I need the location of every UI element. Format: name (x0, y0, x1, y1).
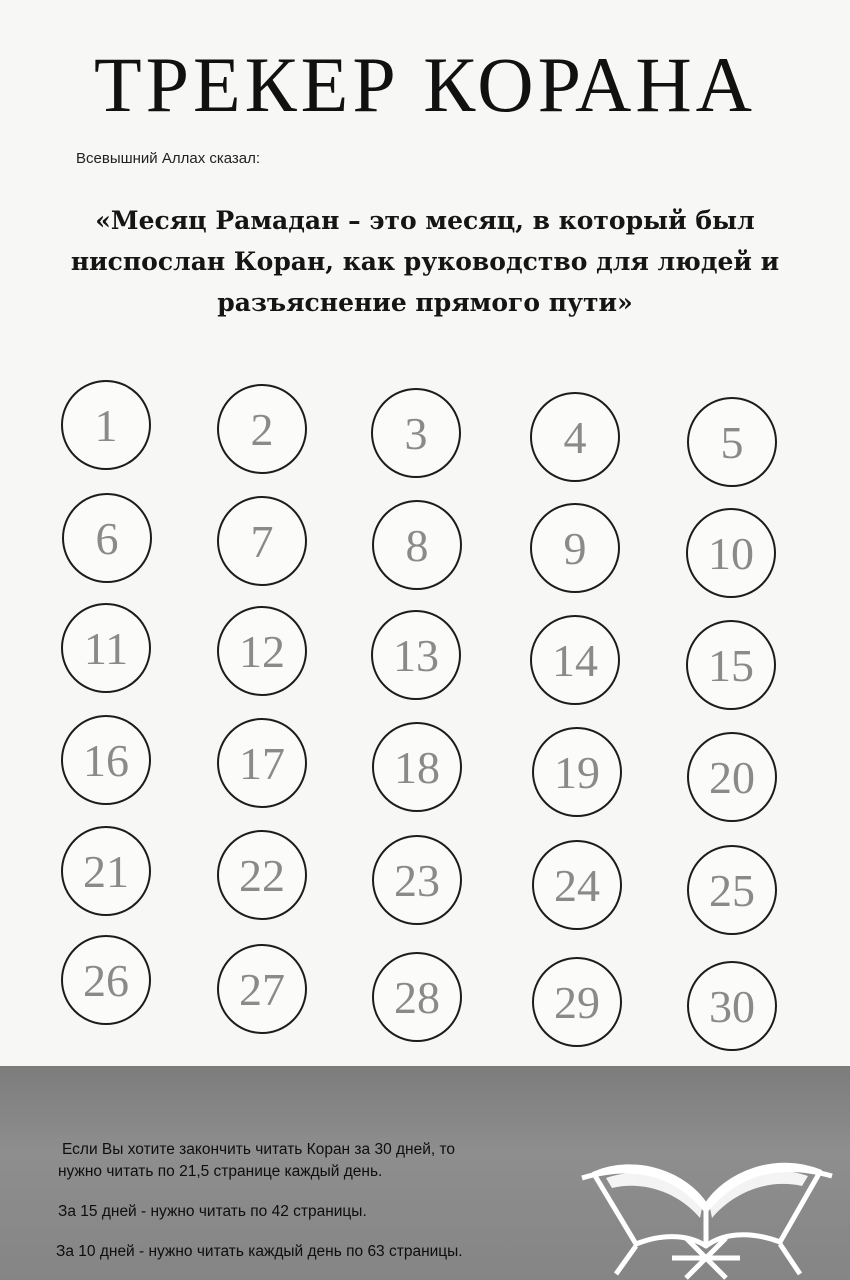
day-circle-8[interactable]: 8 (372, 500, 462, 590)
footer-line-2: нужно читать по 21,5 странице каждый день. (58, 1163, 383, 1180)
day-circle-24[interactable]: 24 (532, 840, 622, 930)
day-circle-13[interactable]: 13 (371, 610, 461, 700)
day-circle-11[interactable]: 11 (61, 603, 151, 693)
day-circle-23[interactable]: 23 (372, 835, 462, 925)
quote-line-3: разъяснение прямого пути» (217, 288, 633, 317)
day-circle-26[interactable]: 26 (61, 935, 151, 1025)
day-circle-3[interactable]: 3 (371, 388, 461, 478)
day-circle-25[interactable]: 25 (687, 845, 777, 935)
day-circle-12[interactable]: 12 (217, 606, 307, 696)
day-circle-10[interactable]: 10 (686, 508, 776, 598)
quote-line-2: ниспослан Коран, как руководство для людей и (70, 247, 780, 276)
day-circle-4[interactable]: 4 (530, 392, 620, 482)
footer-line-1: Если Вы хотите закончить читать Коран за 30 дней, то (62, 1141, 456, 1158)
day-circle-2[interactable]: 2 (217, 384, 307, 474)
day-circle-27[interactable]: 27 (217, 944, 307, 1034)
day-circle-6[interactable]: 6 (62, 493, 152, 583)
day-circle-9[interactable]: 9 (530, 503, 620, 593)
page-title: ТРЕКЕР КОРАНА (93, 41, 757, 128)
day-circle-16[interactable]: 16 (61, 715, 151, 805)
footer-line-4: За 10 дней - нужно читать каждый день по 63 страницы. (56, 1243, 463, 1260)
day-circle-7[interactable]: 7 (217, 496, 307, 586)
quote (70, 200, 780, 323)
day-circle-19[interactable]: 19 (532, 727, 622, 817)
day-circle-18[interactable]: 18 (372, 722, 462, 812)
intro-text: Всевышний Аллах сказал: (76, 150, 261, 167)
day-circle-17[interactable]: 17 (217, 718, 307, 808)
day-circle-30[interactable]: 30 (687, 961, 777, 1051)
day-circle-14[interactable]: 14 (530, 615, 620, 705)
day-circle-21[interactable]: 21 (61, 826, 151, 916)
open-quran-book-icon (576, 1134, 838, 1280)
day-circle-5[interactable]: 5 (687, 397, 777, 487)
footer-line-3: За 15 дней - нужно читать по 42 страницы. (58, 1203, 367, 1220)
day-circle-20[interactable]: 20 (687, 732, 777, 822)
day-circle-29[interactable]: 29 (532, 957, 622, 1047)
day-circle-15[interactable]: 15 (686, 620, 776, 710)
quote-line-1: «Месяц Рамадан – это месяц, в который был (95, 206, 755, 235)
day-circle-1[interactable]: 1 (61, 380, 151, 470)
day-circle-28[interactable]: 28 (372, 952, 462, 1042)
day-circle-22[interactable]: 22 (217, 830, 307, 920)
